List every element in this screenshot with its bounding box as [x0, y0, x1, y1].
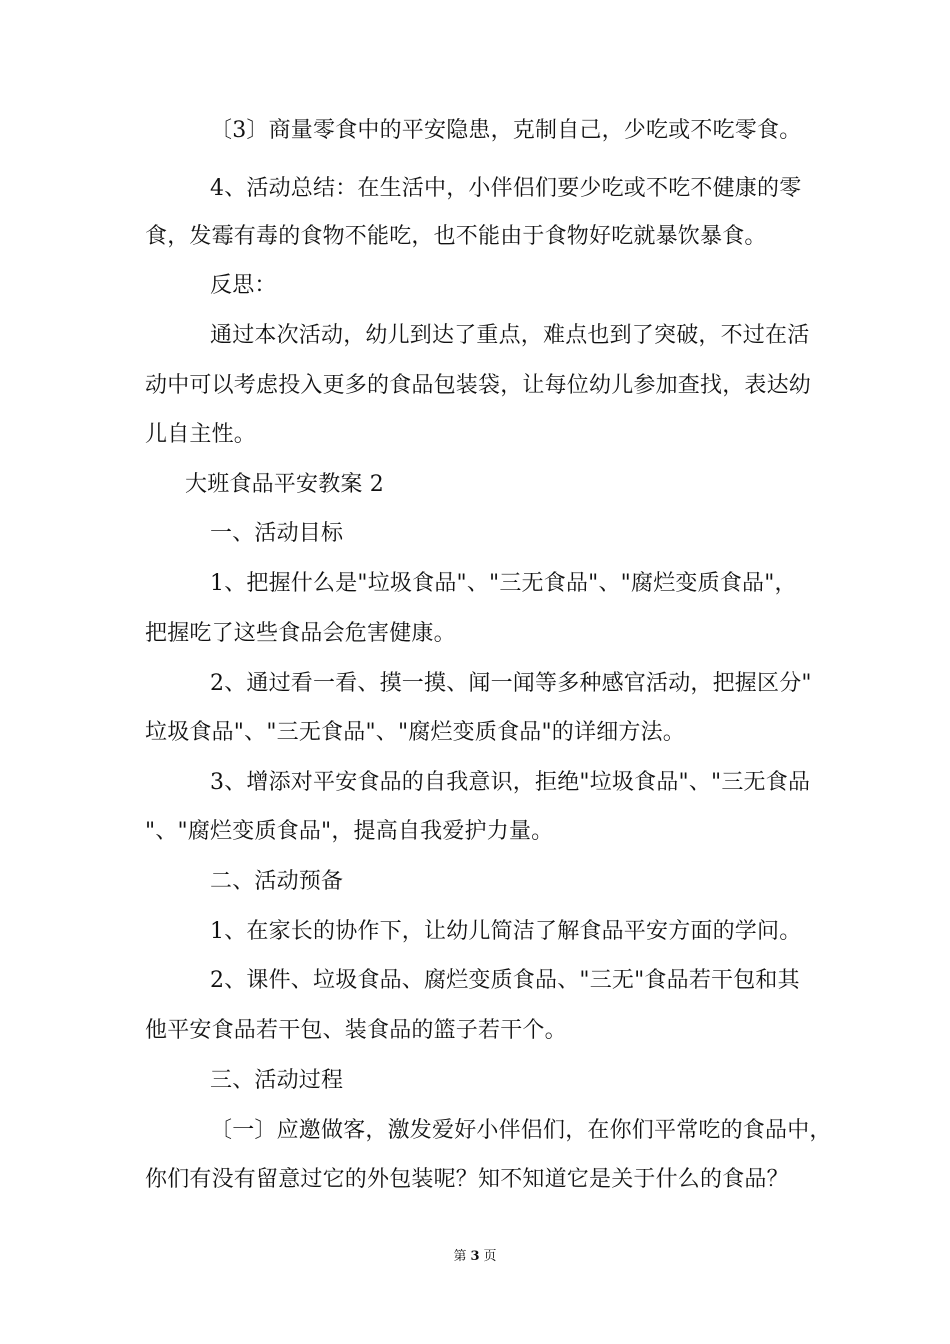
text-line: 4、活动总结：在生活中，小伴侣们要少吃或不吃不健康的零	[210, 176, 802, 201]
text-line: 1、在家长的协作下，让幼儿简洁了解食品平安方面的学问。	[210, 919, 802, 944]
page-footer	[0, 1248, 950, 1266]
heading: 三、活动过程	[210, 1068, 344, 1093]
text-line: 把握吃了这些食品会危害健康。	[145, 621, 456, 646]
text-line: "、"腐烂变质食品"，提高自我爱护力量。	[145, 819, 554, 844]
section-title: 大班食品平安教案 2	[185, 472, 384, 497]
text-line: 反思：	[210, 273, 277, 298]
text-line: 3、增添对平安食品的自我意识，拒绝"垃圾食品"、"三无食品	[210, 770, 811, 795]
heading: 一、活动目标	[210, 521, 344, 546]
text-line: 动中可以考虑投入更多的食品包装袋，让每位幼儿参加查找，表达幼	[145, 373, 812, 398]
text-line: 儿自主性。	[145, 422, 257, 447]
text-line: 垃圾食品"、"三无食品"、"腐烂变质食品"的详细方法。	[145, 720, 685, 745]
text-line: 2、通过看一看、摸一摸、闻一闻等多种感官活动，把握区分"	[210, 671, 812, 696]
text-line: 通过本次活动，幼儿到达了重点，难点也到了突破，不过在活	[210, 323, 810, 348]
text-line: 你们有没有留意过它的外包装呢？知不知道它是关于什么的食品？	[145, 1167, 789, 1192]
text-line: 他平安食品若干包、装食品的篮子若干个。	[145, 1018, 567, 1043]
page-number: 3	[470, 1249, 480, 1264]
text-line: 〔一〕应邀做客，激发爱好小伴侣们，在你们平常吃的食品中，	[210, 1118, 832, 1143]
heading: 二、活动预备	[210, 869, 344, 894]
footer-prefix: 第	[453, 1249, 467, 1264]
text-line: 1、把握什么是"垃圾食品"、"三无食品"、"腐烂变质食品"，	[210, 571, 797, 596]
text-line: 食，发霉有毒的食物不能吃，也不能由于食物好吃就暴饮暴食。	[145, 224, 767, 249]
text-line: 〔3〕商量零食中的平安隐患，克制自己，少吃或不吃零食。	[210, 118, 802, 143]
footer-suffix: 页	[483, 1249, 497, 1264]
text-line: 2、课件、垃圾食品、腐烂变质食品、"三无"食品若干包和其	[210, 968, 800, 993]
